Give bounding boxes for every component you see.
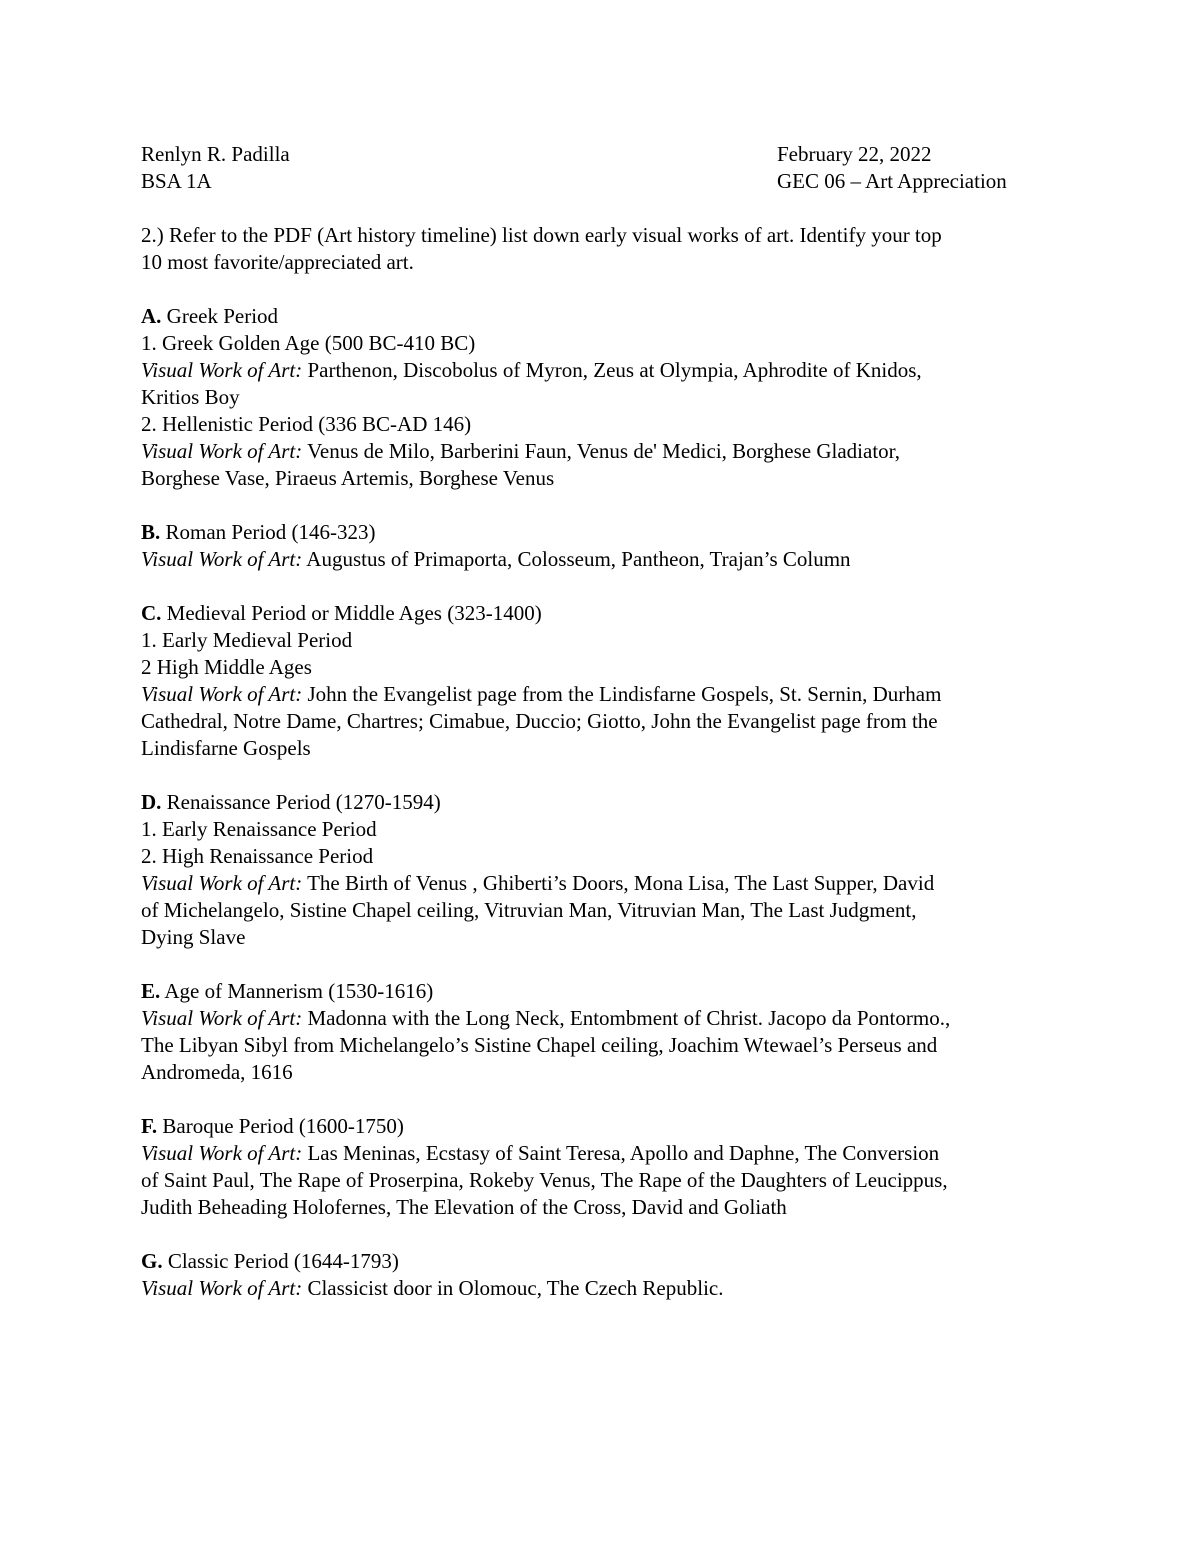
section-f-letter: F. [141, 1114, 158, 1138]
section-b [141, 519, 1061, 573]
section-c-works-line-1 [141, 681, 1061, 708]
visual-work-label: Visual Work of Art: [141, 358, 303, 382]
section-f-works-line-1 [141, 1140, 1061, 1167]
section-a-subperiod-1: 1. Greek Golden Age (500 BC-410 BC) [141, 331, 476, 355]
visual-work-label: Visual Work of Art: [141, 871, 303, 895]
section-c [141, 600, 1061, 762]
spacer [141, 951, 1061, 978]
section-d-works-line-2: of Michelangelo, Sistine Chapel ceiling, Vitruvian Man, Vitruvian Man, The Last Judgment, [141, 898, 917, 922]
section-g-heading [141, 1248, 1061, 1275]
section-e [141, 978, 1061, 1086]
section-b-works-line-1 [141, 546, 1061, 573]
course-title: GEC 06 – Art Appreciation [777, 169, 1007, 193]
student-name: Renlyn R. Padilla [141, 142, 290, 166]
section-b-works-text: Augustus of Primaporta, Colosseum, Pantheon, Trajan’s Column [302, 547, 851, 571]
section-f-works-text: Las Meninas, Ecstasy of Saint Teresa, Apollo and Daphne, The Conversion [302, 1141, 940, 1165]
visual-work-label: Visual Work of Art: [141, 1006, 303, 1030]
visual-work-label: Visual Work of Art: [141, 547, 303, 571]
section-g-works-text: Classicist door in Olomouc, The Czech Republic. [302, 1276, 724, 1300]
section-b-letter: B. [141, 520, 161, 544]
section-f [141, 1113, 1061, 1221]
section-d-heading [141, 789, 1061, 816]
section-d-works-line-3: Dying Slave [141, 925, 246, 949]
document-page [141, 141, 1061, 1302]
section-f-works-line-3: Judith Beheading Holofernes, The Elevation of the Cross, David and Goliath [141, 1195, 787, 1219]
visual-work-label: Visual Work of Art: [141, 1276, 303, 1300]
section-a-works-1-text: Parthenon, Discobolus of Myron, Zeus at Olympia, Aphrodite of Knidos, [302, 358, 922, 382]
section-f-works-line-2: of Saint Paul, The Rape of Proserpina, Rokeby Venus, The Rape of the Daughters of Leucippus, [141, 1168, 948, 1192]
spacer [141, 492, 1061, 519]
section-c-subperiod-2: 2 High Middle Ages [141, 655, 312, 679]
section-a-heading [141, 303, 1061, 330]
section-a-letter: A. [141, 304, 162, 328]
section-c-heading [141, 600, 1061, 627]
student-section: BSA 1A [141, 169, 212, 193]
section-a-title: Greek Period [161, 304, 279, 328]
section-c-letter: C. [141, 601, 162, 625]
section-a [141, 303, 1061, 492]
section-e-works-line-2: The Libyan Sibyl from Michelangelo’s Sistine Chapel ceiling, Joachim Wtewael’s Perseus and [141, 1033, 938, 1057]
header-row-2 [141, 168, 1061, 195]
section-d [141, 789, 1061, 951]
section-d-letter: D. [141, 790, 162, 814]
document-date: February 22, 2022 [777, 142, 932, 166]
section-a-works-2-text: Venus de Milo, Barberini Faun, Venus de' Medici, Borghese Gladiator, [302, 439, 901, 463]
visual-work-label: Visual Work of Art: [141, 439, 303, 463]
section-c-works-line-3: Lindisfarne Gospels [141, 736, 311, 760]
section-b-title: Roman Period (146-323) [160, 520, 376, 544]
section-a-subperiod-2: 2. Hellenistic Period (336 BC-AD 146) [141, 412, 472, 436]
section-d-subperiod-1: 1. Early Renaissance Period [141, 817, 377, 841]
spacer [141, 1086, 1061, 1113]
section-g-works-line-1 [141, 1275, 1061, 1302]
instruction-line-1: 2.) Refer to the PDF (Art history timeline) list down early visual works of art. Identify your top [141, 223, 942, 247]
section-e-works-line-3: Andromeda, 1616 [141, 1060, 293, 1084]
section-c-subperiod-1: 1. Early Medieval Period [141, 628, 353, 652]
section-c-works-text: John the Evangelist page from the Lindisfarne Gospels, St. Sernin, Durham [302, 682, 942, 706]
visual-work-label: Visual Work of Art: [141, 1141, 303, 1165]
spacer [141, 195, 1061, 222]
spacer [141, 762, 1061, 789]
section-b-heading [141, 519, 1061, 546]
instruction-line-2: 10 most favorite/appreciated art. [141, 250, 414, 274]
section-c-title: Medieval Period or Middle Ages (323-1400) [161, 601, 542, 625]
spacer [141, 276, 1061, 303]
spacer [141, 1221, 1061, 1248]
section-a-works-1-line-2: Kritios Boy [141, 385, 240, 409]
section-g-title: Classic Period (1644-1793) [162, 1249, 399, 1273]
section-f-heading [141, 1113, 1061, 1140]
section-f-title: Baroque Period (1600-1750) [157, 1114, 404, 1138]
section-g [141, 1248, 1061, 1302]
section-d-title: Renaissance Period (1270-1594) [161, 790, 441, 814]
section-d-works-text: The Birth of Venus , Ghiberti’s Doors, Mona Lisa, The Last Supper, David [302, 871, 935, 895]
header-row-1 [141, 141, 1061, 168]
visual-work-label: Visual Work of Art: [141, 682, 303, 706]
section-e-title: Age of Mannerism (1530-1616) [160, 979, 434, 1003]
section-e-works-text: Madonna with the Long Neck, Entombment of Christ. Jacopo da Pontormo., [302, 1006, 951, 1030]
spacer [141, 573, 1061, 600]
section-c-works-line-2: Cathedral, Notre Dame, Chartres; Cimabue, Duccio; Giotto, John the Evangelist page from the [141, 709, 938, 733]
section-d-works-line-1 [141, 870, 1061, 897]
section-e-works-line-1 [141, 1005, 1061, 1032]
section-a-works-1-line-1 [141, 357, 1061, 384]
section-e-letter: E. [141, 979, 161, 1003]
section-a-works-2-line-1 [141, 438, 1061, 465]
section-g-letter: G. [141, 1249, 163, 1273]
section-e-heading [141, 978, 1061, 1005]
section-d-subperiod-2: 2. High Renaissance Period [141, 844, 374, 868]
section-a-works-2-line-2: Borghese Vase, Piraeus Artemis, Borghese Venus [141, 466, 555, 490]
